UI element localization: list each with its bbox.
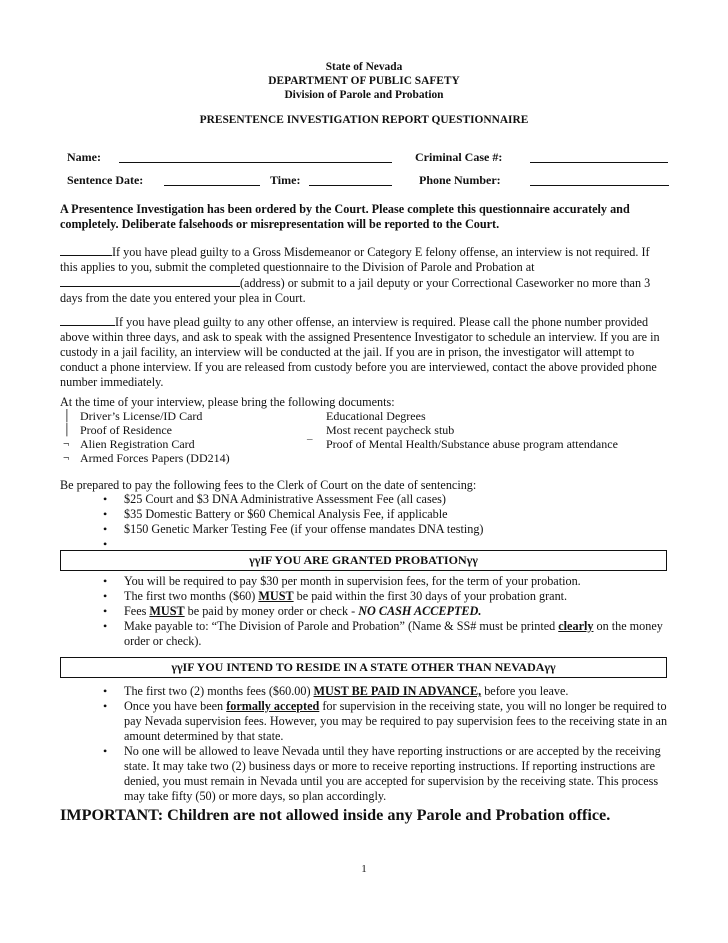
other-state-heading-box: γγIF YOU INTEND TO RESIDE IN A STATE OTHER THAN NEVADAγγ (60, 657, 667, 678)
name-label: Name: (67, 150, 101, 164)
list-item: • You will be required to pay $30 per month in supervision fees, for the term of your probation. (103, 574, 581, 588)
important-notice: IMPORTANT: Children are not allowed inside any Parole and Probation office. (60, 806, 611, 824)
phone-field[interactable] (530, 185, 669, 186)
page-number: 1 (361, 863, 367, 875)
document-item: Driver’s License/ID Card (80, 409, 203, 423)
list-item: • $150 Genetic Marker Testing Fee (if your offense mandates DNA testing) (103, 522, 484, 536)
checkbox-icon: ¯ (307, 438, 313, 450)
documents-row (60, 423, 680, 437)
address-blank[interactable] (60, 275, 240, 287)
checkbox-icon: ¬ (63, 438, 70, 450)
other-offense-text: If you have plead guilty to any other offense, an interview is required. Please call the phone number provided above within three days, and ask to speak with the assigned Presentence Investigator to schedule an interview. If you are in custody in a jail facility, an interview will be conducted at the jail. If you are in prison, the investigator will attempt to conduct a phone interview. If you are released from custody before you are interviewed, contact the above provided phone number immediately. (60, 315, 660, 389)
list-item: • No one will be allowed to leave Nevada until they have reporting instructions or are accepted by the receiving state. It may take two (2) business days or more to receive reporting instructions. If reporting instructions are denied, you must remain in Nevada until you are accepted for supervision by the receiving state. This process may take fifty (50) or more days, so plan accordingly. (103, 744, 661, 803)
fees-intro: Be prepared to pay the following fees to the Clerk of Court on the date of sentencing: (60, 478, 477, 492)
gross-misdemeanor-text-2: (address) or submit to a jail deputy or your Correctional Caseworker no more than 3 days from the date you entered your plea in Court. (60, 276, 651, 305)
sentence-date-label: Sentence Date: (67, 173, 144, 187)
document-item: Proof of Residence (80, 423, 172, 437)
criminal-case-field[interactable] (530, 162, 668, 163)
bullet-icon: • (103, 537, 108, 551)
bullet-icon: • (103, 522, 108, 536)
time-label: Time: (270, 173, 301, 187)
checkbox-icon: │ (63, 410, 71, 422)
document-item: Alien Registration Card (80, 437, 195, 451)
bullet-icon: • (103, 604, 108, 618)
checkbox-icon: ¬ (63, 452, 70, 464)
probation-heading-box: γγIF YOU ARE GRANTED PROBATIONγγ (60, 550, 667, 571)
bullet-icon: • (103, 492, 108, 506)
document-item: Proof of Mental Health/Substance abuse program attendance (326, 437, 618, 451)
bullet-icon: • (103, 744, 108, 758)
checkbox-icon: │ (63, 424, 71, 436)
division-heading: Division of Parole and Probation (284, 89, 444, 101)
documents-intro: At the time of your interview, please bring the following documents: (60, 395, 395, 409)
bullet-icon: • (103, 684, 108, 698)
time-field[interactable] (309, 185, 392, 186)
other-offense-paragraph (60, 314, 668, 390)
bullet-icon: • (103, 507, 108, 521)
bullet-icon: • (103, 574, 108, 588)
bullet-icon: • (103, 699, 108, 713)
sentence-date-field[interactable] (164, 185, 260, 186)
bullet-icon: • (103, 619, 108, 633)
fees-list (103, 492, 684, 552)
documents-row (60, 437, 680, 451)
list-item: • Make payable to: “The Division of Parole and Probation” (Name & SS# must be printed clearly on the money order or check). (103, 619, 663, 648)
document-title: PRESENTENCE INVESTIGATION REPORT QUESTIONNAIRE (199, 114, 529, 126)
list-item: • Once you have been formally accepted for supervision in the receiving state, you will no longer be required to pay Nevada supervision fees. However, you may be required to pay supervision fees to the receiving state in an amount determined by that state. (103, 699, 668, 743)
department-heading: DEPARTMENT OF PUBLIC SAFETY (268, 75, 460, 87)
gross-misdemeanor-text: If you have plead guilty to a Gross Misdemeanor or Category E felony offense, an interview is not required. If this applies to you, submit the completed questionnaire to the Division of Parole and Probation at (60, 245, 650, 274)
intro-statement: A Presentence Investigation has been ordered by the Court. Please complete this questionnaire accurately and completely. Deliberate falsehoods or misrepresentation will be reported to the Court. (60, 202, 630, 231)
document-item: Armed Forces Papers (DD214) (80, 451, 230, 465)
state-heading: State of Nevada (325, 61, 403, 73)
documents-row (60, 409, 680, 423)
documents-row (60, 451, 680, 465)
list-item: • $35 Domestic Battery or $60 Chemical Analysis Fee, if applicable (103, 507, 448, 521)
document-item: Most recent paycheck stub (326, 423, 455, 437)
gross-misdemeanor-checkbox-line[interactable] (60, 244, 112, 256)
other-offense-checkbox-line[interactable] (60, 314, 115, 326)
phone-label: Phone Number: (419, 173, 501, 187)
bullet-icon: • (103, 589, 108, 603)
list-item: • The first two (2) months fees ($60.00) MUST BE PAID IN ADVANCE, before you leave. (103, 684, 569, 698)
document-item: Educational Degrees (326, 409, 426, 423)
name-field[interactable] (119, 162, 392, 163)
list-item: • Fees MUST be paid by money order or check - NO CASH ACCEPTED. (103, 604, 482, 618)
list-item: • $25 Court and $3 DNA Administrative Assessment Fee (all cases) (103, 492, 446, 506)
criminal-case-label: Criminal Case #: (415, 150, 503, 164)
list-item: • The first two months ($60) MUST be paid within the first 30 days of your probation grant. (103, 589, 568, 603)
gross-misdemeanor-paragraph (60, 244, 668, 306)
probation-list (103, 574, 669, 649)
other-state-list (103, 684, 669, 804)
